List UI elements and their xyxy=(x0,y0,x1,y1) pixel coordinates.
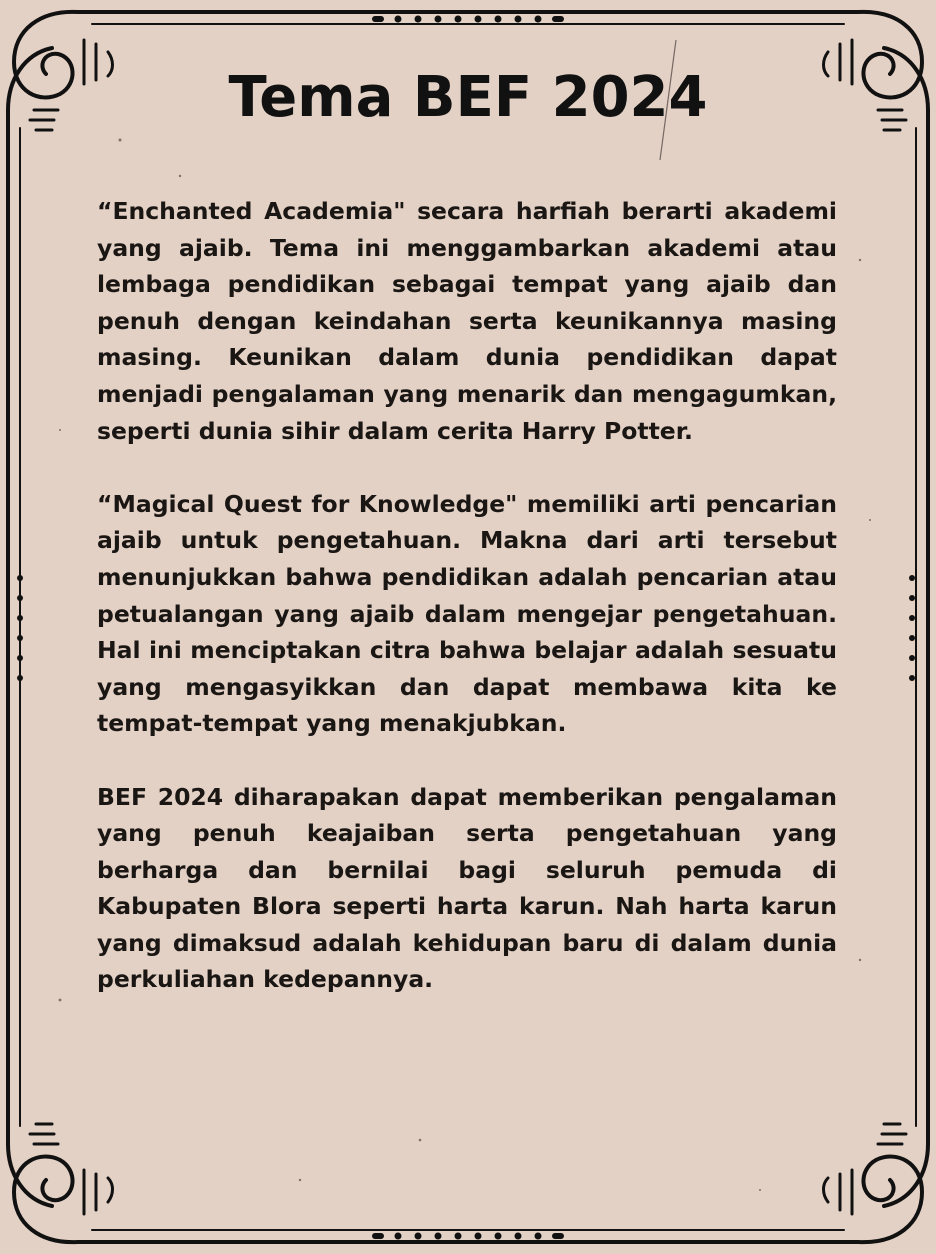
page-title: Tema BEF 2024 xyxy=(228,65,708,130)
body-text xyxy=(97,193,837,1035)
paragraph-3: BEF 2024 diharapakan dapat memberikan pengalaman yang penuh keajaiban serta pengetahuan yang berharga dan bernilai bagi seluruh pemuda di Kabupaten Blora seperti harta karun. Nah harta karun yang dimaksud adalah kehidupan baru di dalam dunia perkuliahan kedepannya. xyxy=(97,782,837,994)
paragraph-1: “Enchanted Academia" secara harfiah berarti akademi yang ajaib. Tema ini menggambarkan akademi atau lembaga pendidikan sebagai tempat yang ajaib dan penuh dengan keindahan serta keunikannya masing masing. Keunikan dalam dunia pendidikan dapat menjadi pengalaman yang menarik dan mengagumkan, seperti dunia sihir dalam cerita Harry Potter. xyxy=(97,197,837,445)
paragraph-2: “Magical Quest for Knowledge" memiliki arti pencarian ajaib untuk pengetahuan. Makna dari arti tersebut menunjukkan bahwa pendidikan adalah pencarian atau petualangan yang ajaib dalam mengejar pengetahuan. Hal ini menciptakan citra bahwa belajar adalah sesuatu yang mengasyikkan dan dapat membawa kita ke tempat-tempat yang menakjubkan. xyxy=(97,489,837,738)
